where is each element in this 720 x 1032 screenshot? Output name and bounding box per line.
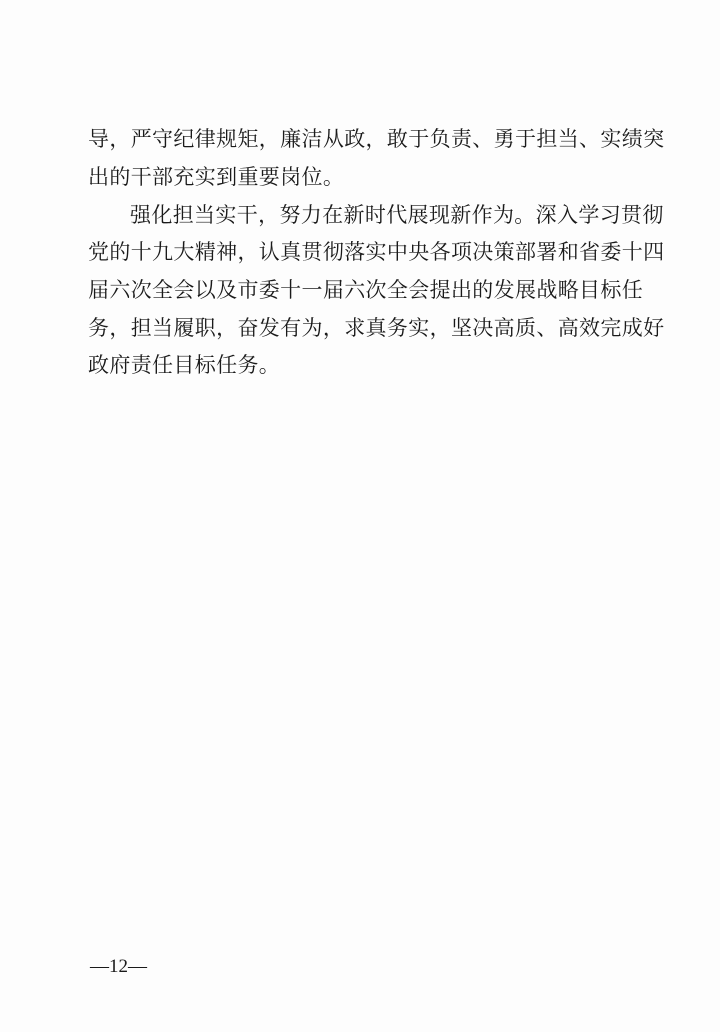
paragraph-1-line-2: 出的干部充实到重要岗位。 xyxy=(88,165,345,189)
paragraph-2-line-1: 强化担当实干，努力在新时代展现新作为。深入学习贯彻 xyxy=(130,203,664,227)
paragraph-2-line-5: 政府责任目标任务。 xyxy=(88,353,281,377)
paragraph-1-line-1: 导，严守纪律规矩，廉洁从政，敢于负责、勇于担当、实绩突 xyxy=(88,127,665,151)
page-number: —12— xyxy=(90,956,147,977)
paragraph-2-line-4: 务，担当履职，奋发有为，求真务实，坚决高质、高效完成好 xyxy=(88,316,665,340)
paragraph-2-line-2: 党的十九大精神，认真贯彻落实中央各项决策部署和省委十四 xyxy=(88,240,665,264)
paragraph-2-line-3: 届六次全会以及市委十一届六次全会提出的发展战略目标任 xyxy=(88,278,644,302)
